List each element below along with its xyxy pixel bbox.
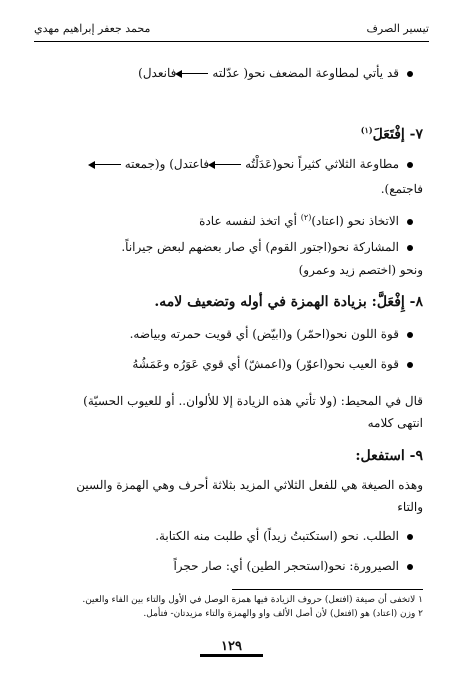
bullet-icon <box>407 71 413 77</box>
section-heading-7: ٧- إفْتَعَلَ$^{(١)}$ <box>360 125 423 143</box>
quote-text: قال في المحيط: (ولا تأتي هذه الزيادة إلا للألوان.. أو للعيوب الحسيّة) <box>83 394 423 408</box>
footnote-rule <box>232 589 423 590</box>
section-heading-9: ٩- استفعل: <box>355 448 423 464</box>
footnote-1: ١ لاتخفى أن صيغة (افتعل) حروف الزيادة فيها همزة الوصل في الأول والتاء بين الفاء والعين. <box>82 595 423 605</box>
header-rule <box>34 41 429 42</box>
bullet-icon <box>407 219 413 225</box>
continuation-text: انتهى كلامه <box>367 416 423 430</box>
arrow-left-icon <box>180 73 208 74</box>
bullet-icon <box>407 362 413 368</box>
page-number-underline <box>200 654 263 657</box>
bullet-icon <box>407 162 413 168</box>
list-item: المشاركة نحو(اجتور القوم) أي صار بعضهم لبعض جيراناً. <box>40 238 413 256</box>
bullet-icon <box>407 245 413 251</box>
footnote-2: ٢ وزن (اعتاد) هو (افتعل) لأن أصل الألف واو والهمزة والتاء مزيدتان- فتأمل. <box>143 609 423 619</box>
continuation-text: والتاء <box>397 500 423 514</box>
arrow-left-icon <box>93 164 121 165</box>
running-header <box>34 16 429 38</box>
continuation-text: ونحو (اختصم زيد وعمرو) <box>298 263 423 277</box>
list-item: الصيرورة: نحو(استحجر الطين) أي: صار حجراً <box>40 557 413 575</box>
continuation-text: فاجتمع). <box>380 182 423 196</box>
author-name: محمد جعفر إبراهيم مهدي <box>34 22 151 35</box>
bullet-icon <box>407 564 413 570</box>
list-item: قوة اللون نحو(احمّر) و(ابيّض) أي قويت حمرته وبياضه. <box>40 325 413 343</box>
arrow-left-icon <box>213 164 241 165</box>
paragraph-text: وهذه الصيغة هي للفعل الثلاثي المزيد بثلاثة أحرف وهي الهمزة والسين <box>76 478 423 492</box>
list-item: الطلب. نحو (استكتبتُ زيداً) أي طلبت منه الكتابة. <box>40 527 413 545</box>
list-item: قوة العيب نحو(اعوّر) و(اعمشّ) أي قوي عَوَرُه وعَمَشُهُ <box>40 355 413 373</box>
list-item: الاتخاذ نحو (اعتاد)$^{(٢)}$ أي اتخذ لنفسه عادة <box>40 209 413 230</box>
list-item: قد يأتي لمطاوعة المضعف نحو( عدّلتهفانعدل) <box>40 64 413 82</box>
book-title: تيسير الصرف <box>366 22 429 35</box>
list-item: مطاوعة الثلاثي كثيراً نحو(عَدَلْتُهفاعتدل) و(جمعته <box>40 155 413 173</box>
section-heading-8: ٨- إِفْعَلَّ: بزيادة الهمزة في أوله وتضعيف لامه. <box>154 294 423 310</box>
page-number: ١٢٩ <box>221 639 242 654</box>
bullet-icon <box>407 332 413 338</box>
bullet-icon <box>407 534 413 540</box>
